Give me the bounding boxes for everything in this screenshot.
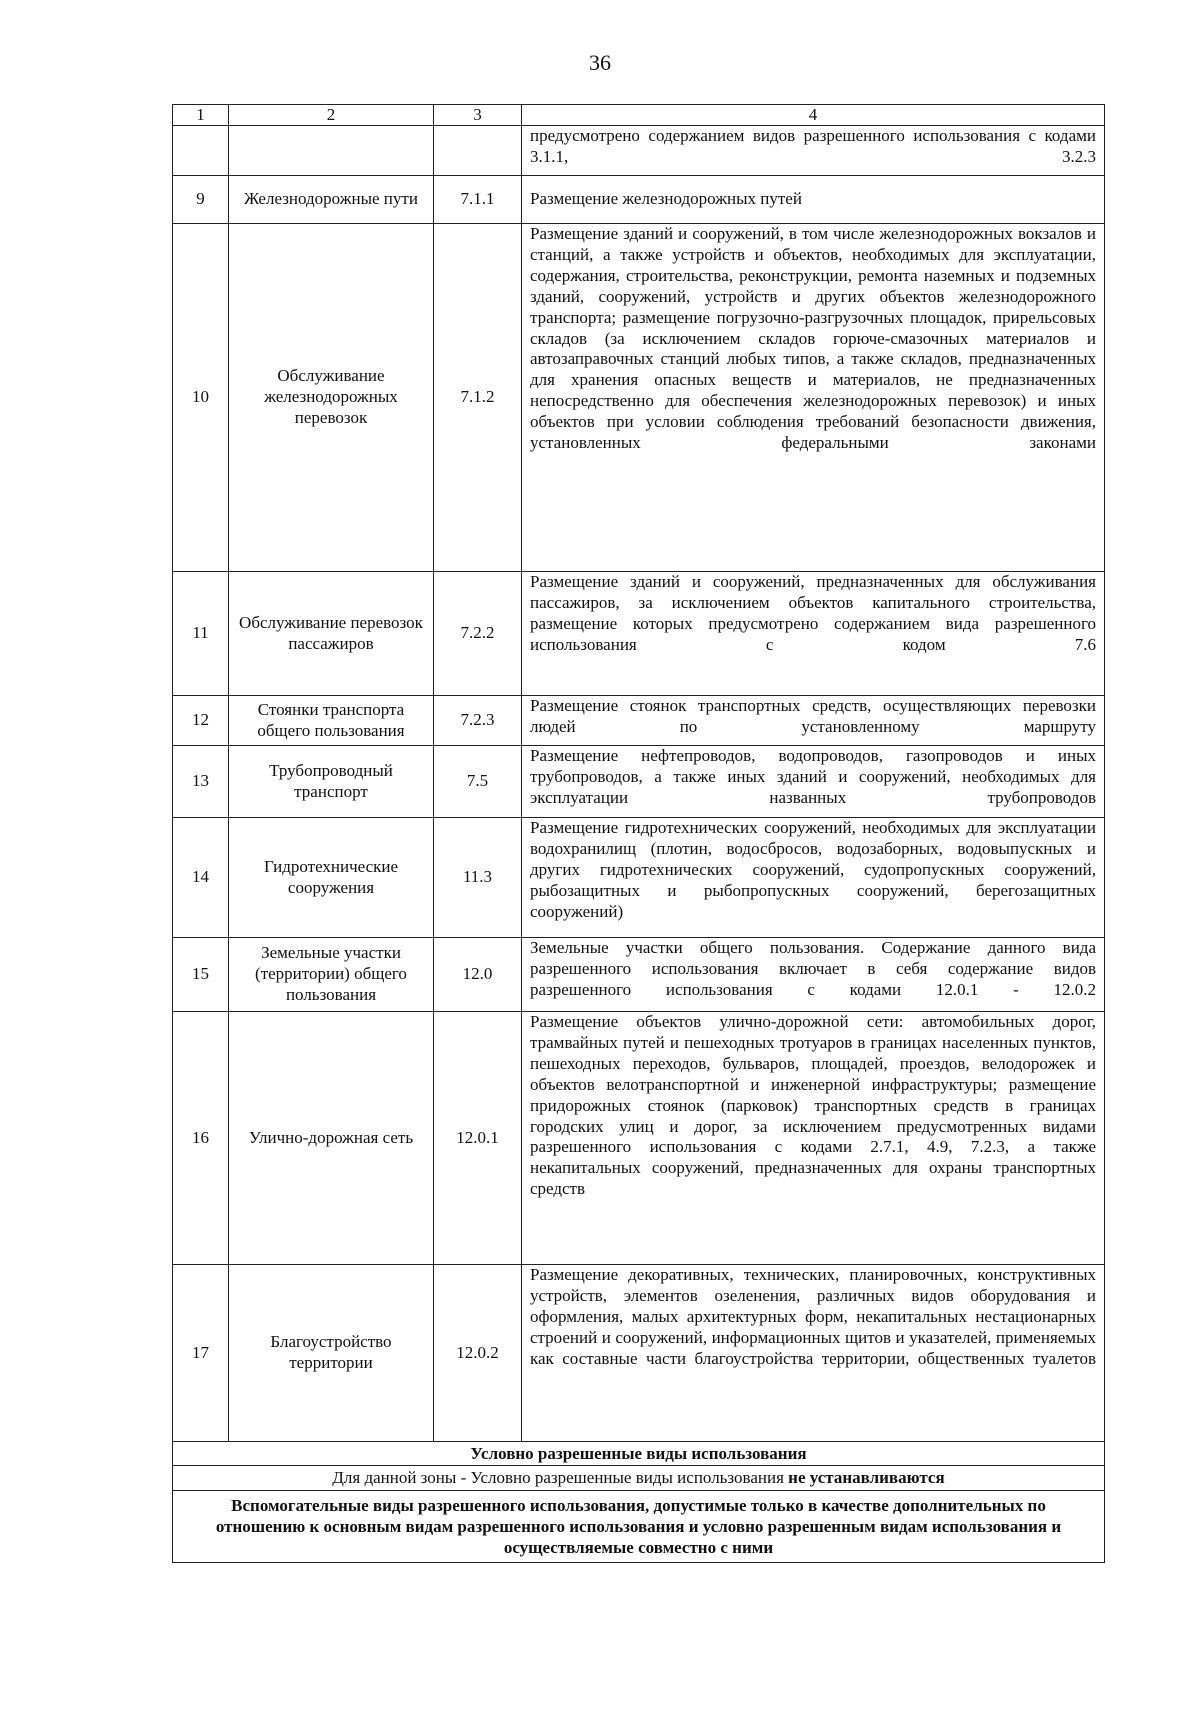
table-row xyxy=(173,1012,1105,1265)
row-number: 11 xyxy=(173,572,229,696)
row-name: Трубопроводный транспорт xyxy=(229,746,434,818)
row-name: Земельные участки (территории) общего пользования xyxy=(229,938,434,1012)
row-code: 7.5 xyxy=(434,746,522,818)
auxiliary-heading-row xyxy=(173,1491,1105,1563)
row-description: Размещение декоративных, технических, планировочных, конструктивных устройств, элементов озеленения, различных видов оборудования и оформления, малых архитектурных форм, некапитальных нестационарных строений и сооружений, информационных щитов и указателей, применяемых как составные части благоустройства территории, общественных туалетов xyxy=(522,1265,1105,1442)
row-code: 7.2.2 xyxy=(434,572,522,696)
row-description: Размещение железнодорожных путей xyxy=(522,176,1105,224)
table-row xyxy=(173,224,1105,572)
table-row xyxy=(173,818,1105,938)
row-name: Гидротехнические сооружения xyxy=(229,818,434,938)
conditional-note-bold: не устанавливаются xyxy=(788,1467,945,1487)
row-description: Размещение нефтепроводов, водопроводов, газопроводов и иных трубопроводов, а также иных зданий и сооружений, необходимых для эксплуатации названных трубопроводов xyxy=(522,746,1105,818)
conditional-uses-heading: Условно разрешенные виды использования xyxy=(173,1442,1105,1466)
row-description: Земельные участки общего пользования. Содержание данного вида разрешенного использования включает в себя содержание видов разрешенного использования с кодами 12.0.1 - 12.0.2 xyxy=(522,938,1105,1012)
header-col-1: 1 xyxy=(173,105,229,126)
auxiliary-uses-heading: Вспомогательные виды разрешенного использования, допустимые только в качестве дополнительных по отношению к основным видам разрешенного использования и условно разрешенным видам использования и осуществляемые совместно с ними xyxy=(173,1491,1105,1563)
conditional-heading-row xyxy=(173,1442,1105,1466)
table-row xyxy=(173,1265,1105,1442)
row-number: 14 xyxy=(173,818,229,938)
row-number: 9 xyxy=(173,176,229,224)
row-code: 12.0.1 xyxy=(434,1012,522,1265)
row-description: Размещение зданий и сооружений, предназначенных для обслуживания пассажиров, за исключением объектов капитального строительства, размещение которых предусмотрено содержанием вида разрешенного использования с кодом 7.6 xyxy=(522,572,1105,696)
row-description: Размещение объектов улично-дорожной сети: автомобильных дорог, трамвайных путей и пешеходных тротуаров в границах населенных пунктов, пешеходных переходов, бульваров, площадей, проездов, велодорожек и объектов велотранспортной и инженерной инфраструктуры; размещение придорожных стоянок (парковок) транспортных средств в границах городских улиц и дорог, за исключением предусмотренных видами разрешенного использования с кодами 2.7.1, 4.9, 7.2.3, а также некапитальных сооружений, предназначенных для охраны транспортных средств xyxy=(522,1012,1105,1265)
table-row-continuation xyxy=(173,126,1105,176)
table-row xyxy=(173,696,1105,746)
row-number: 13 xyxy=(173,746,229,818)
land-use-table xyxy=(172,104,1105,1563)
row-name: Обслуживание железнодорожных перевозок xyxy=(229,224,434,572)
row-name: Железнодорожные пути xyxy=(229,176,434,224)
row-number: 15 xyxy=(173,938,229,1012)
row-name: Обслуживание перевозок пассажиров xyxy=(229,572,434,696)
table-row xyxy=(173,572,1105,696)
row-number: 10 xyxy=(173,224,229,572)
header-col-4: 4 xyxy=(522,105,1105,126)
conditional-note-row xyxy=(173,1466,1105,1491)
table-row xyxy=(173,746,1105,818)
row-description: предусмотрено содержанием видов разрешенного использования с кодами 3.1.1, 3.2.3 xyxy=(522,126,1105,176)
row-description: Размещение зданий и сооружений, в том числе железнодорожных вокзалов и станций, а также устройств и объектов, необходимых для эксплуатации, содержания, строительства, реконструкции, ремонта наземных и подземных зданий, сооружений, устройств и других объектов железнодорожного транспорта; размещение погрузочно-разгрузочных площадок, прирельсовых складов (за исключением складов горюче-смазочных материалов и автозаправочных станций любых типов, а также складов, предназначенных для хранения опасных веществ и материалов, не предназначенных непосредственно для обеспечения железнодорожных перевозок) и иных объектов при условии соблюдения требований безопасности движения, установленных федеральными законами xyxy=(522,224,1105,572)
row-description: Размещение гидротехнических сооружений, необходимых для эксплуатации водохранилищ (плотин, водосбросов, водозаборных, водовыпускных и других гидротехнических сооружений, судопропускных сооружений, рыбозащитных и рыбопропускных сооружений, берегозащитных сооружений) xyxy=(522,818,1105,938)
row-code: 12.0.2 xyxy=(434,1265,522,1442)
row-code: 12.0 xyxy=(434,938,522,1012)
row-description: Размещение стоянок транспортных средств, осуществляющих перевозки людей по установленному маршруту xyxy=(522,696,1105,746)
header-col-2: 2 xyxy=(229,105,434,126)
conditional-uses-note xyxy=(173,1466,1105,1491)
row-number: 12 xyxy=(173,696,229,746)
table-row xyxy=(173,176,1105,224)
row-number: 17 xyxy=(173,1265,229,1442)
row-name: Стоянки транспорта общего пользования xyxy=(229,696,434,746)
header-col-3: 3 xyxy=(434,105,522,126)
row-name: Улично-дорожная сеть xyxy=(229,1012,434,1265)
page-number: 36 xyxy=(589,50,611,75)
row-code: 7.1.2 xyxy=(434,224,522,572)
row-code: 7.2.3 xyxy=(434,696,522,746)
row-number: 16 xyxy=(173,1012,229,1265)
row-code: 11.3 xyxy=(434,818,522,938)
conditional-note-text: Для данной зоны - Условно разрешенные виды использования xyxy=(332,1467,789,1487)
row-code: 7.1.1 xyxy=(434,176,522,224)
table-row xyxy=(173,938,1105,1012)
row-name: Благоустройство территории xyxy=(229,1265,434,1442)
table-header-row xyxy=(173,105,1105,126)
